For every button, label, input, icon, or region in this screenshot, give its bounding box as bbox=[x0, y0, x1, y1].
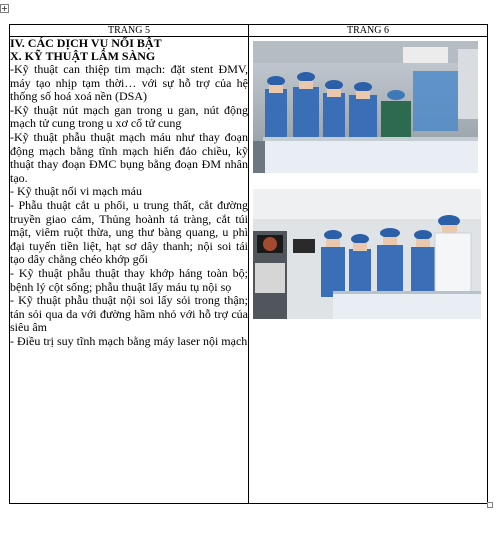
resize-handle-icon[interactable] bbox=[487, 502, 493, 508]
cathlab-photo bbox=[253, 41, 478, 173]
technique-list bbox=[10, 63, 248, 348]
move-anchor-icon[interactable] bbox=[0, 4, 9, 13]
paragraph-microvascular: - Kỹ thuật nối vi mạch máu bbox=[10, 184, 142, 199]
section-heading: IV. CÁC DỊCH VỤ NỔI BẬT bbox=[10, 36, 162, 50]
paragraph-embolization: -Kỹ thuật nút mạch gan trong u gan, nút động mạch tử cung trong u xơ cổ tử cung bbox=[10, 102, 248, 131]
paragraph-laser: - Điều trị suy tĩnh mạch bằng máy laser nội mạch bbox=[10, 333, 248, 348]
header-page-5: TRANG 5 bbox=[10, 25, 249, 37]
paragraph-vascular-surgery: -Kỹ thuật phẫu thuật mạch máu như thay đoạn động mạch bằng tĩnh mạch hiển đảo chiều, kỹ thuật thay đoạn ĐMC bụng bằng đoạn ĐM nhân tạo. bbox=[10, 129, 248, 185]
document-table bbox=[9, 24, 488, 504]
paragraph-general-surgery: - Phẫu thuật cắt u phổi, u trung thất, cắt đường truyền giao cảm, Thủng hoành tá tràng, cắt túi mật, viêm ruột thừa, ung thư bàng quang, u phì đại tuyến tiền liệt, hạt sơ dây thanh; nội soi tái tạo dây chằng chéo khớp gối bbox=[10, 197, 248, 267]
header-page-6: TRANG 6 bbox=[249, 25, 488, 37]
paragraph-urology: - Kỹ thuật phẫu thuật nội soi lấy sỏi trong thận; tán sỏi qua da với đường hầm nhỏ với hỗ trợ của siêu âm bbox=[10, 293, 248, 335]
paragraph-cardiac: -Kỹ thuật can thiệp tim mạch: đặt stent ĐMV, máy tạo nhịp tạm thời… với sự hỗ trợ của hệ thống số hoá xoá nền (DSA) bbox=[10, 62, 248, 104]
section-subheading: X. KỸ THUẬT LÂM SÀNG bbox=[10, 49, 156, 63]
paragraph-orthopedic: - Kỹ thuật phẫu thuật thay khớp háng toàn bộ; bệnh lý cột sống; phẫu thuật lấy máu tụ nội sọ bbox=[10, 265, 248, 294]
photo-column bbox=[249, 37, 488, 504]
text-column bbox=[10, 37, 249, 504]
endoscopy-photo bbox=[253, 189, 481, 319]
